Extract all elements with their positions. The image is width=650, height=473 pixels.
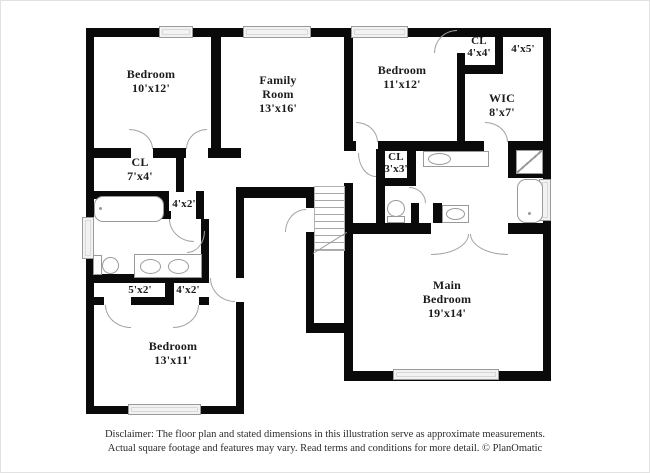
toilet: [93, 255, 102, 275]
door-arc: [210, 278, 235, 302]
shower: [516, 150, 543, 174]
door-arc: [285, 209, 306, 232]
wall: [378, 141, 484, 151]
room-name: Main Bedroom: [422, 278, 472, 307]
sink-basin: [140, 259, 161, 274]
room-dims: 8'x7': [489, 105, 515, 120]
door-arc: [186, 129, 207, 149]
wall: [86, 297, 104, 305]
wall: [306, 232, 314, 323]
room-dims: 4'x5': [511, 43, 535, 55]
faucet-icon: [99, 207, 102, 210]
window: [159, 26, 193, 38]
room-dims: 3'x3': [384, 163, 408, 176]
wall: [236, 187, 244, 278]
room-label-family-room: [248, 73, 308, 115]
door-arc: [485, 122, 508, 142]
door-arc: [173, 305, 199, 328]
room-name: Bedroom: [148, 339, 198, 353]
room-dims: 5'x2': [128, 284, 152, 296]
wall: [208, 148, 241, 158]
wall: [176, 158, 184, 192]
room-name: Bedroom: [126, 67, 176, 81]
bathtub: [517, 179, 543, 223]
window: [351, 26, 408, 38]
wall: [211, 37, 221, 150]
door-arc: [105, 305, 131, 328]
room-label-closet-4x5: [503, 43, 543, 55]
bathtub: [94, 196, 164, 222]
toilet: [387, 216, 405, 223]
disclaimer-line-1: Disclaimer: The floor plan and stated dimensions in this illustration serve as approximate measurements.: [104, 429, 546, 440]
room-dims: 13'x16': [258, 101, 298, 116]
room-dims: 11'x12': [383, 77, 421, 92]
wall: [411, 203, 419, 223]
room-label-closet-4x2-upper: [164, 198, 204, 210]
room-label-main-bedroom: [414, 278, 480, 320]
door-arc: [169, 219, 194, 242]
wall: [433, 203, 442, 223]
wall: [131, 297, 173, 305]
room-name: WIC: [489, 91, 515, 105]
wall: [236, 302, 244, 406]
sink-basin: [446, 208, 465, 220]
room-dims: 4'x4': [467, 47, 491, 60]
room-name: Family Room: [259, 73, 297, 102]
room-dims: 4'x2': [176, 284, 200, 296]
room-name: CL: [471, 35, 487, 47]
room-dims: 19'x14': [427, 306, 467, 321]
wall: [508, 223, 543, 234]
sink-basin: [428, 153, 451, 165]
room-name: CL: [131, 155, 149, 169]
wall: [344, 183, 353, 381]
door-arc: [431, 234, 469, 255]
sink-basin: [168, 259, 189, 274]
disclaimer-line-2: Actual square footage and features may vary. Read terms and conditions for more detail. © PlanOmatic: [107, 443, 543, 454]
toilet: [387, 200, 405, 217]
room-label-bedroom-11x12: [352, 63, 452, 91]
room-label-bedroom-13x11: [123, 339, 223, 367]
window: [82, 217, 94, 259]
room-label-cl-4x4: [458, 35, 500, 59]
door-arc: [470, 234, 508, 255]
room-label-cl-7x4: [110, 155, 170, 183]
room-dims: 10'x12': [131, 81, 171, 96]
disclaimer: [1, 428, 649, 456]
window: [393, 369, 499, 380]
wall: [344, 141, 356, 151]
room-label-closet-5x2: [115, 284, 165, 296]
room-name: CL: [388, 151, 404, 163]
door-arc: [356, 122, 378, 142]
room-label-bedroom-10x12: [101, 67, 201, 95]
room-dims: 4'x2': [172, 198, 196, 210]
wall: [201, 219, 209, 279]
room-label-cl-3x3: [374, 151, 418, 175]
toilet: [102, 257, 119, 274]
door-arc: [409, 187, 426, 203]
wall: [199, 297, 209, 305]
room-label-closet-4x2-lower: [163, 284, 213, 296]
wall: [344, 223, 431, 234]
window: [128, 404, 201, 415]
room-name: Bedroom: [377, 63, 427, 77]
wall: [306, 323, 349, 333]
room-label-wic: [472, 91, 532, 119]
window: [243, 26, 311, 38]
wall: [306, 187, 314, 208]
faucet-icon: [528, 212, 531, 215]
room-dims: 7'x4': [127, 169, 153, 184]
wall: [376, 178, 416, 186]
room-dims: 13'x11': [154, 353, 192, 368]
door-arc: [129, 129, 153, 149]
wall: [236, 187, 314, 198]
